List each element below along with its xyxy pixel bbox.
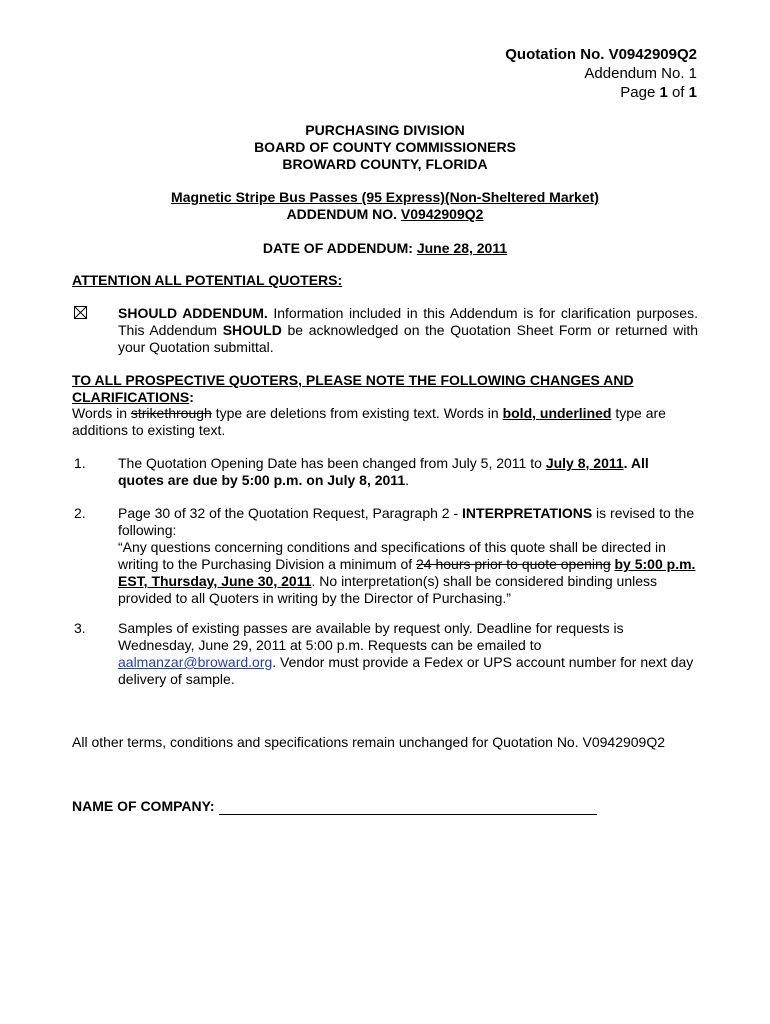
- subject-line: Magnetic Stripe Bus Passes (95 Express)(Non-Sheltered Market): [171, 189, 599, 205]
- legend-text-2: type are deletions from existing text. Words in: [211, 405, 503, 421]
- attention-heading: ATTENTION ALL POTENTIAL QUOTERS:: [72, 272, 343, 288]
- item-1-text-a: The Quotation Opening Date has been changed from July 5, 2011 to: [118, 455, 546, 471]
- should-addendum-text-1: Information included in this Addendum is for clarification purposes. This Addendum: [118, 305, 698, 338]
- item-1-due-notice: . All quotes are due by 5:00 p.m. on July 8, 2011: [118, 455, 649, 488]
- date-value: June 28, 2011: [416, 240, 508, 256]
- should-addendum-text-2: be acknowledged on the Quotation Sheet Form or returned with your Quotation submittal.: [118, 322, 698, 355]
- item-3-text-a: Samples of existing passes are available by request only. Deadline for requests is Wednesday, June 29, 2011 at 5:00 p.m. Requests can be emailed to: [118, 620, 624, 653]
- title-line-2: BOARD OF COUNTY COMMISSIONERS: [254, 139, 516, 155]
- item-1-new-date: July 8, 2011: [545, 455, 624, 471]
- changes-heading-colon: :: [189, 389, 194, 405]
- should-addendum-paragraph: [118, 305, 698, 356]
- item-2-deleted-text: 24 hours prior to quote opening: [416, 556, 611, 572]
- date-label: DATE OF ADDENDUM:: [262, 240, 417, 256]
- title-line-3: BROWARD COUNTY, FLORIDA: [282, 156, 488, 172]
- item-1-end: .: [405, 472, 409, 488]
- legend-text-1: Words in: [72, 405, 131, 421]
- company-name-field[interactable]: [219, 800, 597, 815]
- page-indicator: [400, 84, 697, 101]
- legend-paragraph: [72, 405, 702, 439]
- item-3-number: 3.: [74, 620, 86, 636]
- should-keyword: SHOULD: [222, 322, 282, 338]
- legend-text-3: type are additions to existing text.: [72, 405, 666, 438]
- item-2-number: 2.: [74, 505, 86, 521]
- changes-heading: [72, 372, 672, 406]
- company-name-label: NAME OF COMPANY:: [72, 798, 215, 814]
- closing-statement: All other terms, conditions and specifications remain unchanged for Quotation No. V0942909Q2: [72, 734, 666, 750]
- addendum-value: V0942909Q2: [400, 206, 484, 222]
- email-link[interactable]: aalmanzar@broward.org: [118, 654, 273, 670]
- changes-heading-text: TO ALL PROSPECTIVE QUOTERS, PLEASE NOTE THE FOLLOWING CHANGES AND CLARIFICATIONS: [72, 372, 634, 405]
- item-2-added-text: by 5:00 p.m. EST, Thursday, June 30, 2011: [118, 556, 696, 589]
- should-addendum-checkbox[interactable]: [74, 306, 87, 319]
- should-addendum-lead: SHOULD ADDENDUM.: [118, 305, 268, 321]
- item-1-number: 1.: [74, 455, 86, 471]
- item-2-text-a: Page 30 of 32 of the Quotation Request, Paragraph 2 -: [118, 505, 463, 521]
- item-2-text-b: is revised to the following:: [118, 505, 695, 538]
- item-3-text-b: . Vendor must provide a Fedex or UPS account number for next day delivery of sample.: [118, 654, 694, 687]
- item-3-text: [118, 620, 698, 688]
- addendum-label: ADDENDUM NO.: [286, 206, 401, 222]
- page-of: of: [667, 84, 689, 101]
- quotation-number: Quotation No. V0942909Q2: [505, 46, 697, 63]
- item-2-quote-end: . No interpretation(s) shall be considered binding unless provided to all Quoters in writing by the Director of Purchasing.”: [118, 573, 658, 606]
- item-2-interpretations: INTERPRETATIONS: [462, 505, 593, 521]
- item-2-quote-text: “Any questions concerning conditions and specifications of this quote shall be directed in writing to the Purchasing Division a minimum of: [118, 539, 666, 572]
- legend-bold-underline-sample: bold, underlined: [502, 405, 612, 421]
- company-name-row: [72, 798, 597, 815]
- legend-strike-sample: strikethrough: [130, 405, 212, 421]
- addendum-number: Addendum No. 1: [584, 65, 697, 82]
- addendum-line: [0, 206, 770, 223]
- page-prefix: Page: [620, 84, 660, 101]
- item-2-text: [118, 505, 698, 539]
- page-current: 1: [659, 84, 668, 101]
- item-1-text: [118, 455, 698, 489]
- x-mark-icon: [75, 307, 86, 318]
- date-line: [0, 240, 770, 257]
- title-line-1: PURCHASING DIVISION: [305, 122, 465, 138]
- page-total: 1: [688, 84, 697, 101]
- item-2-quote: [118, 539, 700, 607]
